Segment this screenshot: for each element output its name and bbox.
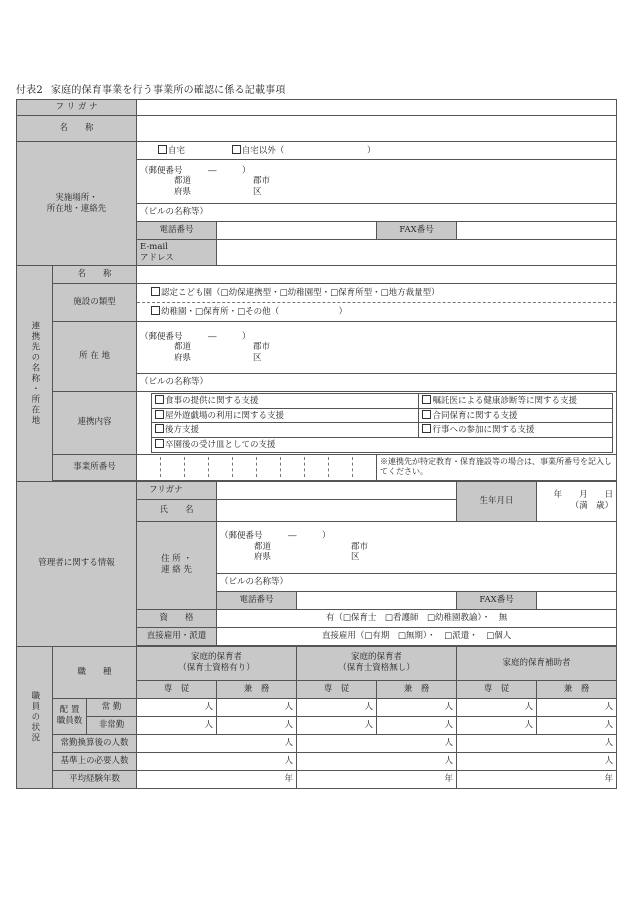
home-checkbox[interactable] [158, 145, 167, 154]
manager-tel-label: 電話番号 [217, 591, 297, 609]
content-item-3: 合同保育に関する支援 [432, 410, 518, 421]
senju-3: 専 従 [457, 680, 537, 698]
fte-3[interactable]: 人 [457, 734, 617, 752]
building-name-field[interactable] [137, 204, 617, 222]
partner-building-field[interactable] [137, 374, 617, 392]
cooperation-content-label: 連携内容 [53, 392, 137, 455]
content-check-2[interactable] [155, 410, 164, 419]
experience-2[interactable]: 年 [297, 770, 457, 788]
partner-todofuken-1: 都道 [174, 342, 192, 353]
content-item-1: 嘱託医による健康診断等に関する支援 [432, 396, 577, 406]
parttime-6[interactable]: 人 [537, 716, 617, 734]
form-number: 付表2 [16, 85, 43, 96]
partner-postal-label: （郵便番号 ― ） [140, 331, 251, 342]
kennmu-2: 兼 務 [377, 680, 457, 698]
fte-2[interactable]: 人 [297, 734, 457, 752]
manager-todofuken-2: 府県 [254, 552, 272, 563]
not-home-checkbox[interactable] [232, 145, 241, 154]
email-label-line2: アドレス [140, 252, 174, 263]
manager-building-field[interactable] [217, 573, 617, 591]
birthdate-value: 年 月 日 [553, 490, 614, 501]
age-value: （満 歳） [570, 501, 614, 511]
facility-type-line1: 認定こども園（□幼保連携型・□幼稚園型・□保育所型・□地方裁量型） [161, 288, 440, 299]
fulltime-5[interactable]: 人 [457, 698, 537, 716]
fulltime-4[interactable]: 人 [377, 698, 457, 716]
facility-type-label: 施設の類型 [53, 284, 137, 322]
content-check-0[interactable] [155, 395, 164, 404]
building-name-label: （ビルの名称等） [140, 207, 209, 218]
manager-address-line2: 連 絡 先 [161, 565, 192, 575]
fulltime-6[interactable]: 人 [537, 698, 617, 716]
content-check-4[interactable] [155, 424, 164, 433]
nintei-checkbox[interactable] [151, 287, 160, 296]
senju-2: 専 従 [297, 680, 377, 698]
manager-info-label: 管理者に関する情報 [17, 481, 137, 646]
location-label-line1: 実施場所・ [55, 192, 98, 203]
todofuken-label-1: 都道 [174, 176, 192, 187]
required-2[interactable]: 人 [297, 752, 457, 770]
email-label-line1: E-mail [140, 241, 168, 252]
facility-type-line2: 幼稚園・□保育所・□その他（ ） [161, 307, 348, 317]
experience-1[interactable]: 年 [137, 770, 297, 788]
parttime-2[interactable]: 人 [217, 716, 297, 734]
required-label: 基準上の必要人数 [53, 752, 137, 770]
record-form-table [16, 99, 617, 789]
postal-address-field[interactable] [137, 160, 617, 204]
manager-postal-field[interactable] [217, 521, 617, 573]
content-check-5[interactable] [422, 424, 431, 433]
qualification-label: 資 格 [137, 609, 217, 627]
experience-label: 平均経験年数 [53, 770, 137, 788]
postal-code-label: （郵便番号 ― ） [140, 165, 251, 176]
location-label-line2: 所在地・連絡先 [46, 203, 107, 214]
facility-type-field [137, 284, 617, 322]
office-number-note: ※連携先が特定教育・保育施設等の場合は、事業所番号を記入してください。 [377, 454, 617, 480]
content-item-0: 食事の提供に関する支援 [165, 396, 259, 406]
manager-fax-label: FAX番号 [457, 591, 537, 609]
partner-section-label: 連携先の名称・所在地 [17, 266, 53, 482]
gunshi-label-2: 区 [253, 186, 262, 197]
kennmu-1: 兼 務 [217, 680, 297, 698]
tel-label: 電話番号 [137, 222, 217, 240]
youchien-checkbox[interactable] [151, 306, 160, 315]
col-hoikusha-unqualified [297, 646, 457, 680]
manager-furigana-field[interactable] [217, 481, 457, 499]
col1-title: 家庭的保育者 [191, 652, 243, 663]
fax-field[interactable] [457, 222, 617, 240]
form-title-text: 家庭的保育事業を行う事業所の確認に係る記載事項 [50, 85, 286, 96]
form-title [16, 81, 294, 96]
job-type-label: 職 種 [53, 646, 137, 698]
qualification-field[interactable]: 有（□保育士 □看護師 □幼稚園教諭）・ 無 [217, 609, 617, 627]
furigana-label: フ リ ガ ナ [17, 100, 137, 116]
email-field[interactable] [217, 240, 617, 266]
manager-fax-field[interactable] [537, 591, 617, 609]
birthdate-label: 生年月日 [457, 481, 537, 521]
fulltime-3[interactable]: 人 [297, 698, 377, 716]
manager-gunshi-1: 郡市 [351, 541, 369, 552]
partner-postal-field[interactable] [137, 322, 617, 374]
fulltime-label: 常 勤 [87, 698, 137, 716]
staff-status-label: 職員の状況 [17, 646, 53, 788]
email-label [137, 240, 217, 266]
col-hoikusha-qualified [137, 646, 297, 680]
name-label: 名 称 [17, 116, 137, 142]
manager-furigana-label: フリガナ [137, 481, 217, 499]
office-number-label: 事業所番号 [53, 454, 137, 480]
birthdate-field[interactable] [537, 481, 617, 521]
manager-postal-label: （郵便番号 ― ） [220, 531, 331, 542]
todofuken-label-2: 府県 [174, 186, 192, 197]
manager-name-field[interactable] [217, 499, 457, 521]
manager-todofuken-1: 都道 [254, 541, 272, 552]
partner-building-label: （ビルの名称等） [140, 377, 209, 388]
content-item-5: 行事への参加に関する支援 [432, 425, 535, 436]
manager-building-label: （ビルの名称等） [220, 576, 289, 587]
manager-gunshi-2: 区 [351, 552, 360, 563]
content-check-3[interactable] [422, 410, 431, 419]
partner-gunshi-2: 区 [253, 352, 262, 363]
home-label: 自宅 [168, 145, 186, 156]
parttime-4[interactable]: 人 [377, 716, 457, 734]
content-item-4: 後方支援 [165, 425, 200, 436]
content-item-2: 屋外遊戯場の利用に関する支援 [165, 410, 285, 421]
partner-address-label: 所 在 地 [53, 322, 137, 392]
staff-count-line1: 配 置 [59, 705, 80, 716]
office-number-field[interactable] [137, 454, 377, 480]
content-item-6: 卒園後の受け皿としての支援 [165, 439, 276, 450]
close-paren: ） [366, 145, 376, 156]
furigana-field[interactable] [137, 100, 617, 116]
gunshi-label-1: 郡市 [253, 176, 271, 187]
col2-title: 家庭的保育者 [351, 652, 403, 663]
staff-count-line2: 職員数 [56, 716, 83, 726]
fte-1[interactable]: 人 [137, 734, 297, 752]
partner-name-label: 名 称 [53, 266, 137, 284]
col-assistant: 家庭的保育補助者 [457, 646, 617, 680]
required-3[interactable]: 人 [457, 752, 617, 770]
partner-todofuken-2: 府県 [174, 352, 192, 363]
employment-field[interactable]: 直接雇用（□有期 □無期）・ □派遣・ □個人 [217, 627, 617, 645]
required-1[interactable]: 人 [137, 752, 297, 770]
parttime-5[interactable]: 人 [457, 716, 537, 734]
partner-gunshi-1: 郡市 [253, 342, 271, 353]
fulltime-1[interactable]: 人 [137, 698, 217, 716]
fte-label: 常勤換算後の人数 [53, 734, 137, 752]
col1-subtitle: （保育士資格有り） [178, 663, 255, 673]
home-choice-row [137, 142, 617, 160]
manager-name-label: 氏 名 [137, 499, 217, 521]
kennmu-3: 兼 務 [537, 680, 617, 698]
content-check-1[interactable] [422, 395, 431, 404]
experience-3[interactable]: 年 [457, 770, 617, 788]
cooperation-content-field [137, 392, 617, 455]
fulltime-2[interactable]: 人 [217, 698, 297, 716]
parttime-1[interactable]: 人 [137, 716, 217, 734]
partner-name-field[interactable] [137, 266, 617, 284]
fax-label: FAX番号 [377, 222, 457, 240]
content-check-6[interactable] [155, 439, 164, 448]
manager-address-label [137, 521, 217, 609]
tel-field[interactable] [217, 222, 377, 240]
manager-address-line1: 住 所 ・ [161, 554, 192, 565]
senju-1: 専 従 [137, 680, 217, 698]
staff-count-label [53, 698, 87, 734]
employment-label: 直接雇用・派遣 [137, 627, 217, 645]
not-home-label: 自宅以外（ [241, 145, 285, 156]
parttime-label: 非常勤 [87, 716, 137, 734]
name-field[interactable] [137, 116, 617, 142]
manager-tel-field[interactable] [297, 591, 457, 609]
location-label [17, 142, 137, 266]
parttime-3[interactable]: 人 [297, 716, 377, 734]
col2-subtitle: （保育士資格無し） [338, 663, 415, 673]
